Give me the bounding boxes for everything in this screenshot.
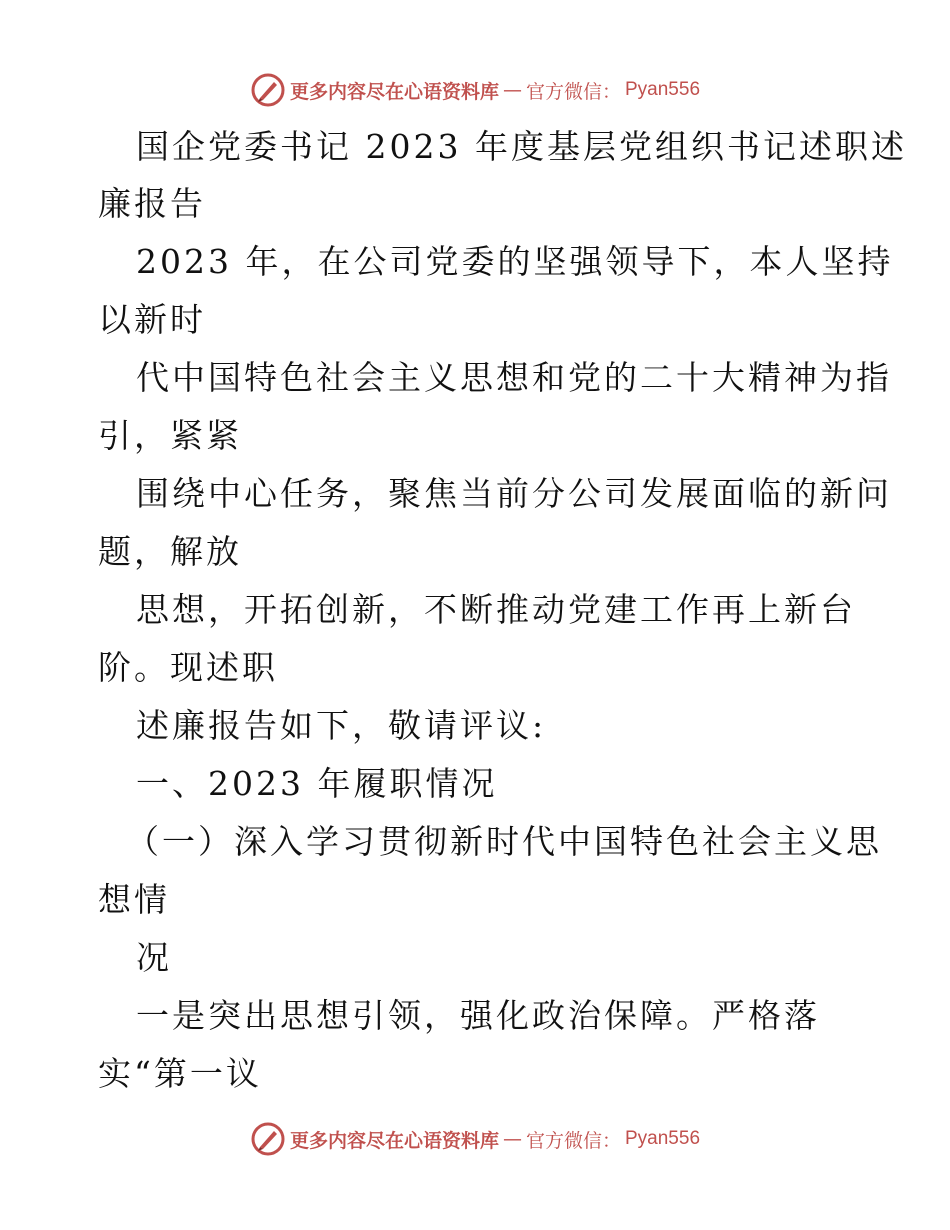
subsection-heading-cont: 想情: [98, 880, 170, 919]
paragraph-line: 围绕中心任务，聚焦当前分公司发展面临的新问: [136, 474, 892, 513]
banner-main-text: 更多内容尽在心语资料库: [289, 80, 499, 103]
paragraph-line: 以新时: [98, 300, 206, 339]
paragraph-line: 代中国特色社会主义思想和党的二十大精神为指: [136, 358, 892, 397]
paragraph-line: 实“第一议: [98, 1054, 262, 1093]
subsection-heading: （一）深入学习贯彻新时代中国特色社会主义思: [126, 822, 882, 861]
banner-wechat-account: Pyan556: [625, 79, 701, 100]
pen-logo-icon: [250, 1121, 286, 1157]
subsection-heading-cont: 况: [136, 938, 172, 977]
section-heading: 一、2023 年履职情况: [136, 764, 498, 803]
title-line-1: 国企党委书记 2023 年度基层党组织书记述职述: [136, 127, 907, 166]
header-banner: [0, 70, 950, 110]
paragraph-line: 阶。现述职: [98, 648, 278, 687]
pen-logo-icon: [250, 72, 286, 108]
footer-banner: [0, 1119, 950, 1159]
banner-separator: —: [502, 1128, 522, 1150]
paragraph-line: 一是突出思想引领，强化政治保障。严格落: [136, 996, 820, 1035]
banner-separator: —: [502, 79, 522, 101]
banner-wechat-label: 官方微信：: [525, 80, 621, 103]
paragraph-line: 引，紧紧: [98, 416, 242, 455]
paragraph-line: 2023 年，在公司党委的坚强领导下，本人坚持: [136, 242, 894, 281]
paragraph-line: 题，解放: [98, 532, 242, 571]
banner-main-text: 更多内容尽在心语资料库: [289, 1129, 499, 1152]
title-line-2: 廉报告: [98, 184, 206, 223]
banner-wechat-label: 官方微信：: [525, 1129, 621, 1152]
banner-wechat-account: Pyan556: [625, 1128, 701, 1149]
paragraph-line: 述廉报告如下，敬请评议:: [136, 706, 547, 745]
paragraph-line: 思想，开拓创新，不断推动党建工作再上新台: [136, 590, 856, 629]
